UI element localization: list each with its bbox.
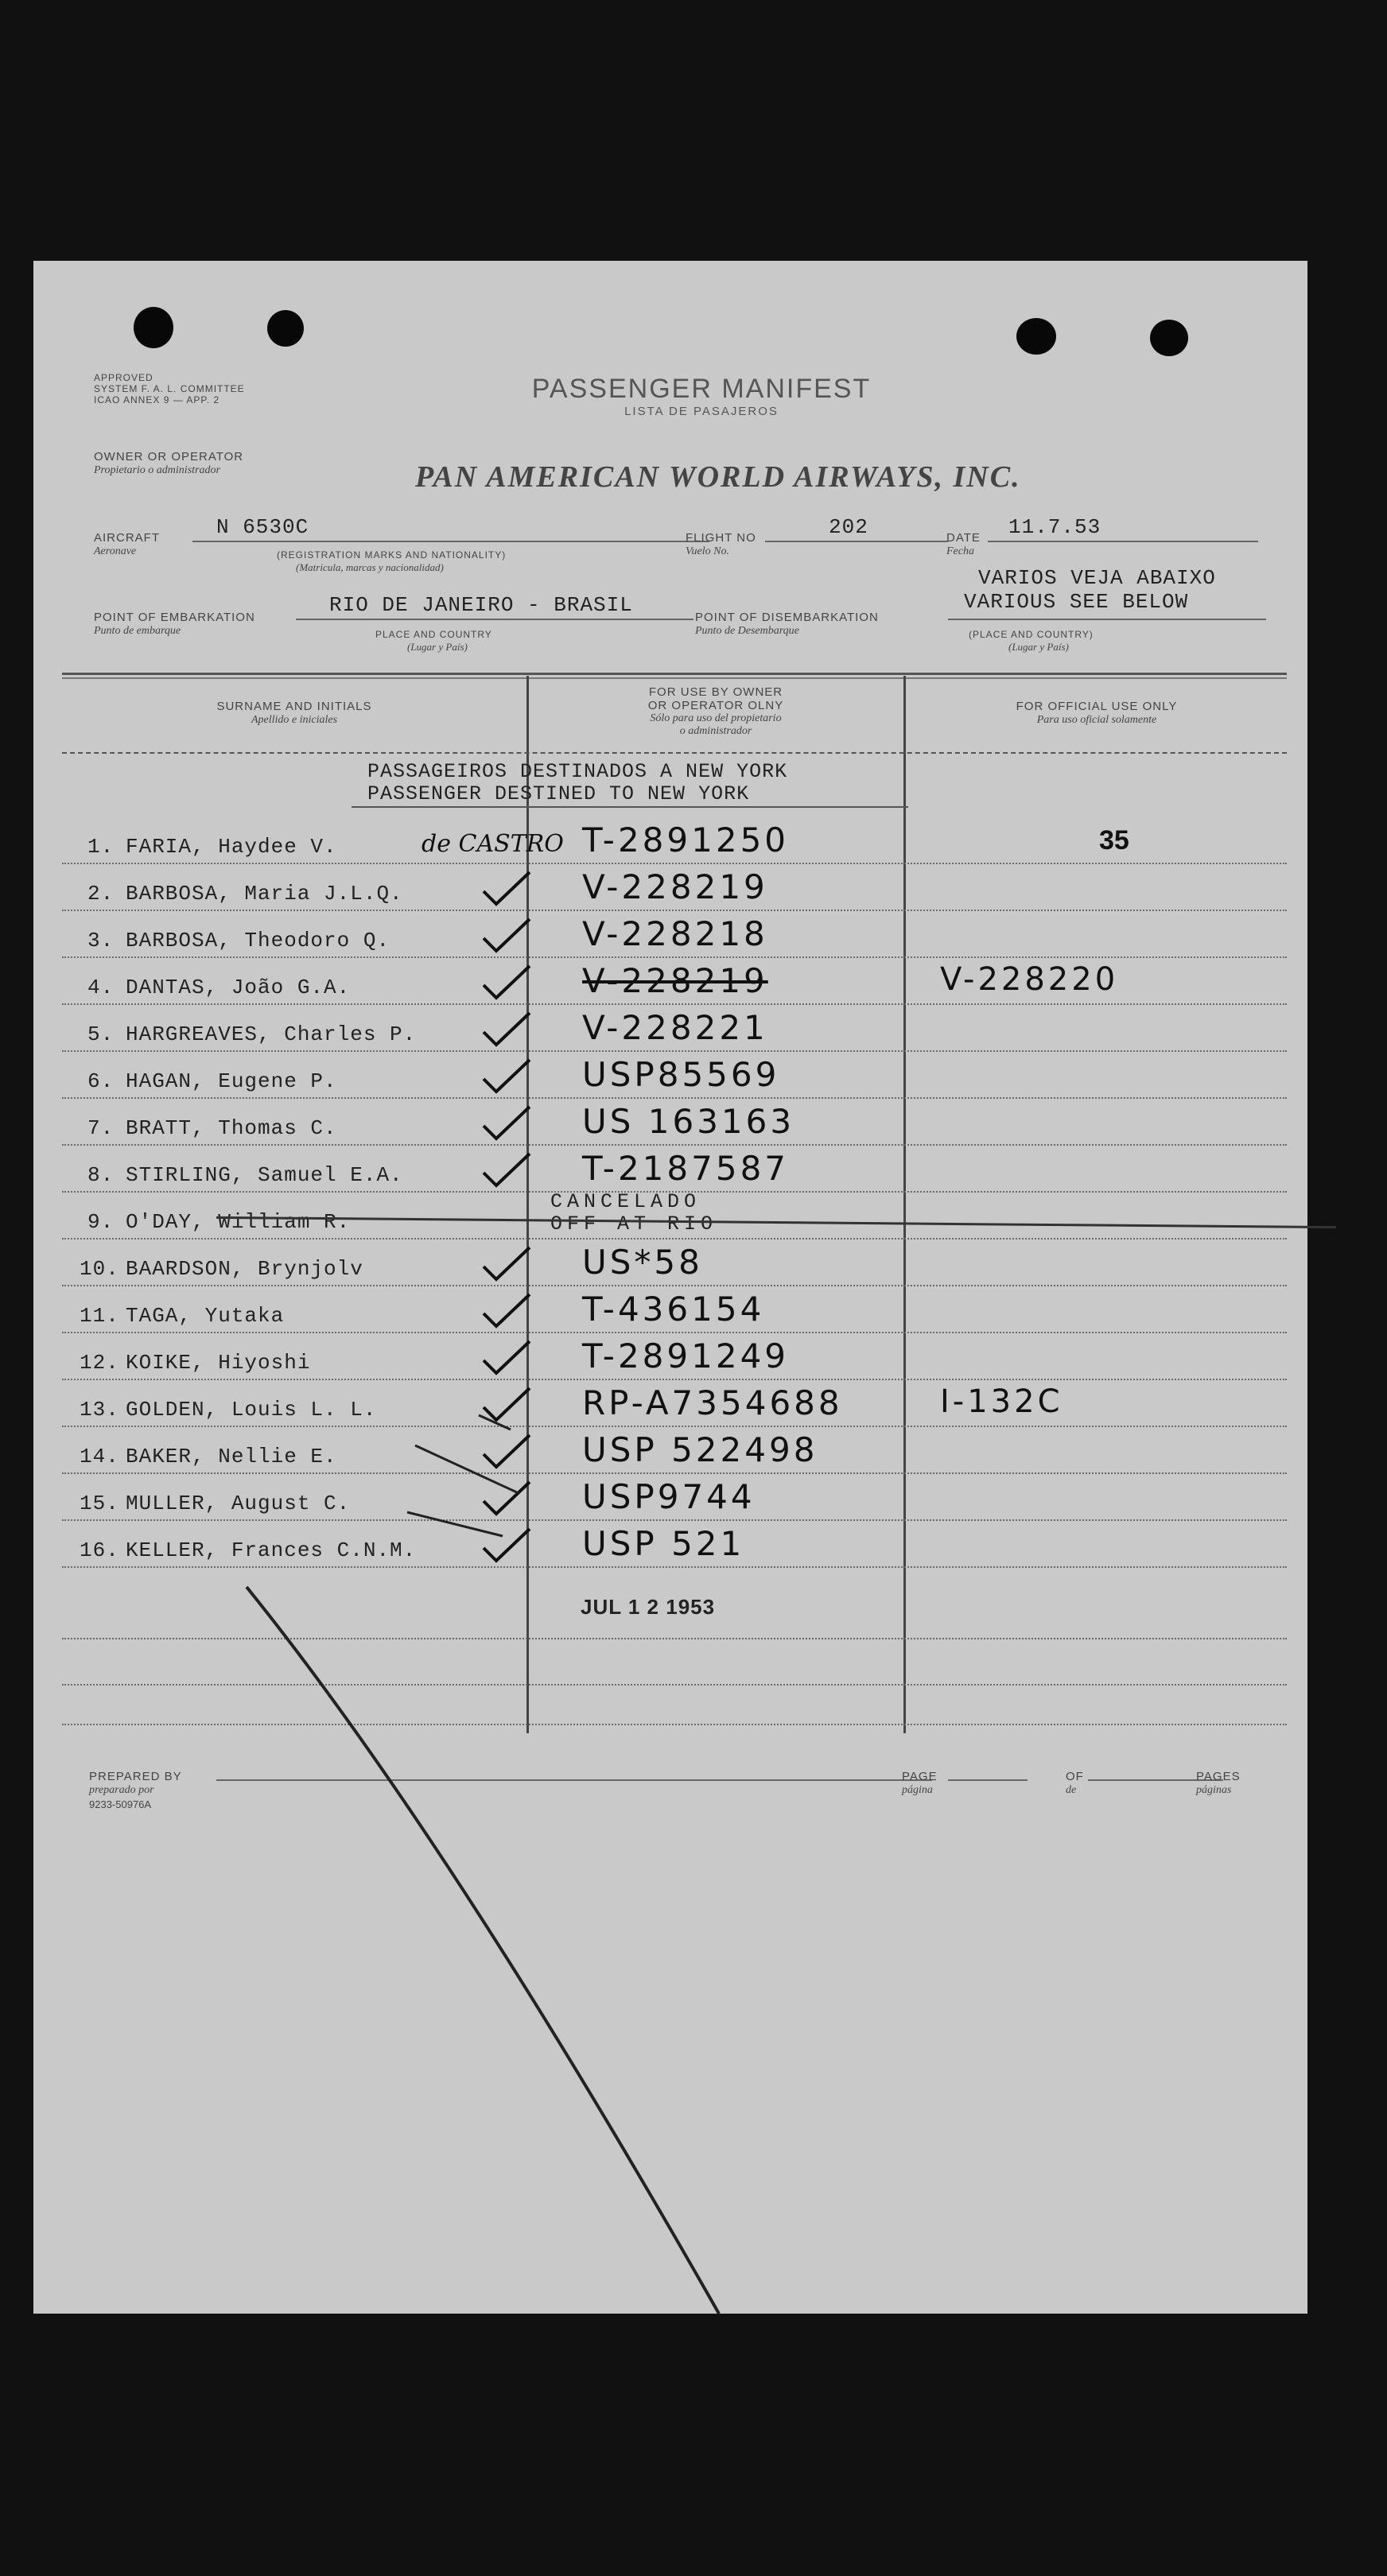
passenger-name: KELLER, Frances C.N.M. [126, 1538, 417, 1562]
column-header-owner-line: FOR USE BY OWNER [648, 685, 783, 699]
passenger-number: 8. [87, 1163, 115, 1187]
document-number: USP9744 [582, 1477, 756, 1516]
passenger-name: BAARDSON, Brynjolv [126, 1257, 363, 1281]
registration-note-es: (Matricula, marcas y nacionalidad) [296, 561, 444, 573]
column-header-owner-es: o administrador [679, 725, 752, 737]
flight-label-es: Vuelo No. [686, 545, 729, 557]
flight-value: 202 [829, 515, 868, 539]
passenger-name: DANTAS, João G.A. [126, 976, 351, 999]
date-label: DATE [946, 531, 981, 545]
passenger-name: HAGAN, Eugene P. [126, 1069, 337, 1093]
aircraft-label-es: Aeronave [94, 545, 137, 557]
column-header-official-es: Para uso oficial solamente [1036, 714, 1157, 726]
passenger-number: 7. [87, 1116, 115, 1140]
column-header-official: FOR OFFICIAL USE ONLY [1016, 700, 1178, 713]
passenger-name: HARGREAVES, Charles P. [126, 1022, 417, 1046]
handwritten-name-addition: de CASTRO [422, 830, 564, 858]
of-label: OF [1066, 1770, 1084, 1783]
aircraft-value: N 6530C [216, 515, 309, 539]
document-number: T-2891249 [582, 1336, 790, 1375]
destination-heading-en: PASSENGER DESTINED TO NEW YORK [367, 782, 750, 805]
passenger-number: 15. [80, 1492, 119, 1515]
document-number: RP-A7354688 [582, 1383, 843, 1422]
embark-label: POINT OF EMBARKATION [94, 611, 255, 624]
document-number: USP 521 [582, 1524, 745, 1563]
passenger-number: 1. [87, 835, 115, 859]
passenger-number: 6. [87, 1069, 115, 1093]
passenger-number: 3. [87, 929, 115, 952]
owner-label-es: Propietario o administrador [94, 464, 220, 476]
passenger-number: 10. [80, 1257, 119, 1281]
passenger-name: MULLER, August C. [126, 1492, 351, 1515]
place-country-label: PLACE AND COUNTRY [375, 629, 492, 640]
passenger-name: BAKER, Nellie E. [126, 1445, 337, 1468]
approval-line: APPROVED [94, 372, 153, 383]
long-pen-stroke [247, 1587, 719, 2314]
passenger-name: BRATT, Thomas C. [126, 1116, 337, 1140]
date-value: 11.7.53 [1008, 515, 1101, 539]
page-title: PASSENGER MANIFEST [531, 374, 872, 404]
official-note: 35 [1099, 825, 1129, 855]
pages-label-es: páginas [1196, 1784, 1232, 1796]
pen-tick [407, 1512, 503, 1536]
approval-line: ICAO ANNEX 9 — APP. 2 [94, 394, 220, 405]
passenger-number: 11. [80, 1304, 119, 1328]
page-label-es: página [902, 1784, 933, 1796]
embark-label-es: Punto de embarque [94, 625, 181, 637]
passenger-number: 2. [87, 882, 115, 906]
place-country-label-2-es: (Lugar y País) [1008, 641, 1069, 653]
passenger-number: 9. [87, 1210, 115, 1234]
passenger-number: 16. [80, 1538, 119, 1562]
destination-heading-pt: PASSAGEIROS DESTINADOS A NEW YORK [367, 760, 788, 783]
cancel-stamp-line: CANCELADO [550, 1190, 701, 1213]
passenger-number: 4. [87, 976, 115, 999]
pen-tick [479, 1415, 511, 1430]
passenger-name: STIRLING, Samuel E.A. [126, 1163, 403, 1187]
flight-label: FLIGHT NO [686, 531, 756, 545]
document-number: V-228219 [582, 961, 768, 1000]
disembark-label-es: Punto de Desembarque [695, 625, 799, 637]
passenger-number: 5. [87, 1022, 115, 1046]
pages-label: PAGES [1196, 1770, 1241, 1783]
approval-line: SYSTEM F. A. L. COMMITTEE [94, 383, 245, 394]
passenger-name: KOIKE, Hiyoshi [126, 1351, 311, 1375]
passenger-number: 12. [80, 1351, 119, 1375]
document-number: V-228219 [582, 867, 768, 906]
of-label-es: de [1066, 1784, 1077, 1796]
passenger-number: 14. [80, 1445, 119, 1468]
place-country-label-2: (PLACE AND COUNTRY) [969, 629, 1094, 640]
aircraft-label: AIRCRAFT [94, 531, 160, 545]
column-header-name-es: Apellido e iniciales [251, 714, 338, 726]
registration-note: (REGISTRATION MARKS AND NATIONALITY) [277, 549, 507, 561]
pen-tick [415, 1445, 519, 1493]
passenger-name: FARIA, Haydee V. [126, 835, 337, 859]
passenger-name: TAGA, Yutaka [126, 1304, 285, 1328]
document-number: T-2187587 [582, 1149, 790, 1188]
column-header-owner-es: Sólo para uso del propietario [650, 712, 782, 724]
prepared-by-label: PREPARED BY [89, 1770, 182, 1783]
passenger-number: 13. [80, 1398, 119, 1422]
disembark-label: POINT OF DISEMBARKATION [695, 611, 879, 624]
disembark-value-1: VARIOS VEJA ABAIXO [978, 566, 1216, 590]
column-header-name: SURNAME AND INITIALS [216, 700, 372, 713]
owner-label: OWNER OR OPERATOR [94, 450, 244, 464]
page-label: PAGE [902, 1770, 938, 1783]
date-label-es: Fecha [946, 545, 974, 557]
document-number: V-228218 [582, 914, 768, 953]
document-number: US*58 [582, 1243, 703, 1282]
document-number: USP85569 [582, 1055, 780, 1094]
cancel-stamp-line: OFF AT RIO [550, 1212, 718, 1236]
official-note: V-228220 [940, 961, 1119, 998]
disembark-value-2: VARIOUS SEE BELOW [964, 590, 1189, 614]
pen-marks [33, 261, 1307, 2314]
embark-value: RIO DE JANEIRO - BRASIL [329, 593, 633, 617]
passenger-name: BARBOSA, Maria J.L.Q. [126, 882, 403, 906]
document-number: US 163163 [582, 1102, 795, 1141]
document-number: T-436154 [582, 1290, 765, 1329]
manifest-sheet [33, 261, 1307, 2314]
form-number: 9233-50976A [89, 1798, 152, 1810]
document-number: USP 522498 [582, 1430, 818, 1469]
passenger-name: O'DAY, William R. [126, 1210, 351, 1234]
document-number: T-2891250 [582, 821, 790, 859]
place-country-label-es: (Lugar y País) [407, 641, 468, 653]
owner-value: PAN AMERICAN WORLD AIRWAYS, INC. [415, 460, 1021, 494]
official-note: I-132C [940, 1383, 1063, 1420]
prepared-by-label-es: preparado por [89, 1784, 154, 1796]
column-header-owner-line: OR OPERATOR OLNY [647, 699, 784, 712]
page-subtitle: LISTA DE PASAJEROS [624, 405, 779, 418]
date-stamp: JUL 1 2 1953 [581, 1595, 716, 1619]
document-number: V-228221 [582, 1008, 768, 1047]
passenger-name: BARBOSA, Theodoro Q. [126, 929, 390, 952]
passenger-name: GOLDEN, Louis L. L. [126, 1398, 377, 1422]
